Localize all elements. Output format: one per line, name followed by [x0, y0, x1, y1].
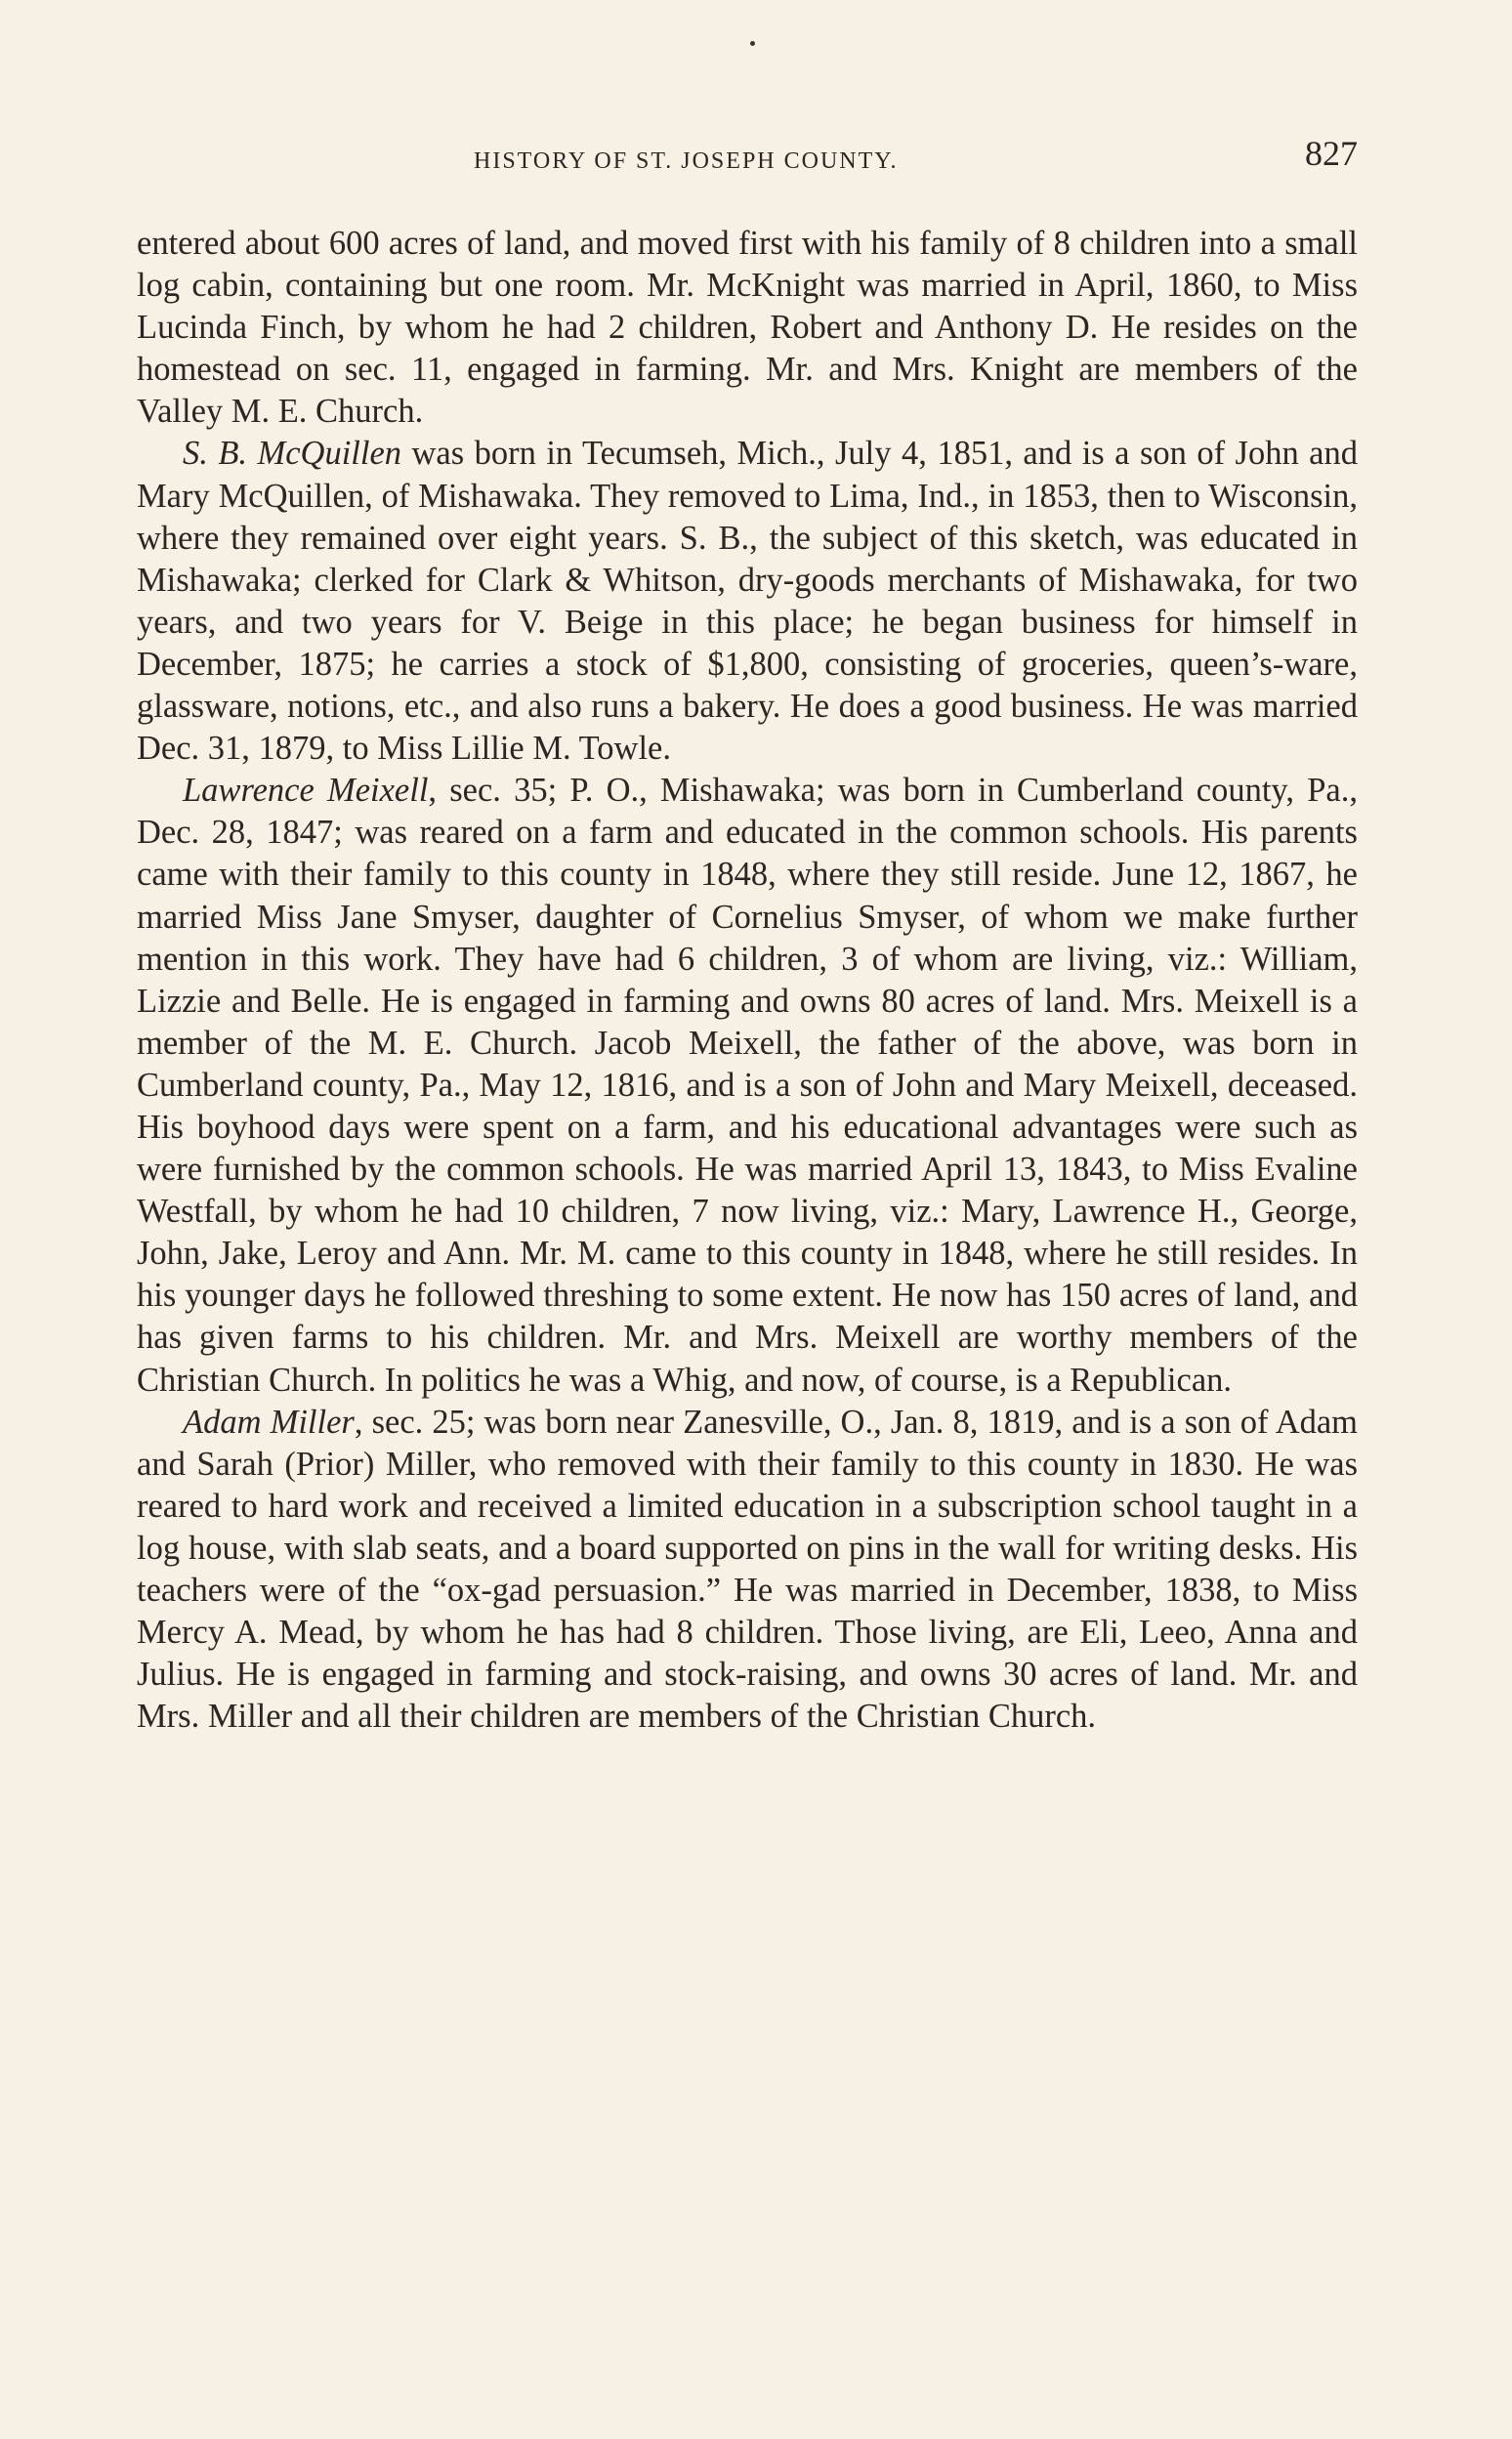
entry-name: S. B. McQuillen [183, 435, 402, 473]
biography-entry-miller [137, 1402, 1358, 1739]
entry-text: , sec. 35; P. O., Mishawaka; was born in Cumberland county, Pa., Dec. 28, 1847; was reared on a farm and educated in the common schools. His parents came with their family to this county in 1848, where they still reside. June 12, 1867, he married Miss Jane Smyser, daughter of Cornelius Smyser, of whom we make further mention in this work. They have had 6 children, 3 of whom are living, viz.: William, Lizzie and Belle. He is engaged in farming and owns 80 acres of land. Mrs. Meixell is a member of the M. E. Church. Jacob Meixell, the father of the above, was born in Cumberland county, Pa., May 12, 1816, and is a son of John and Mary Meixell, deceased. His boyhood days were spent on a farm, and his educational advantages were such as were furnished by the common schools. He was married April 13, 1843, to Miss Evaline Westfall, by whom he had 10 children, 7 now living, viz.: Mary, Lawrence H., George, John, Jake, Leroy and Ann. Mr. M. came to this county in 1848, where he still resides. In his younger days he followed threshing to some extent. He now has 150 acres of land, and has given farms to his children. Mr. and Mrs. Meixell are worthy members of the Christian Church. In politics he was a Whig, and now, of course, is a Republican. [137, 772, 1358, 1399]
body-text [137, 223, 1358, 1738]
entry-name: Lawrence Meixell [183, 772, 429, 810]
entry-text: , sec. 25; was born near Zanesville, O., Jan. 8, 1819, and is a son of Adam and Sarah (Prior) Miller, who removed with their family to this county in 1830. He was reared to hard work and received a limited education in a subscription school taught in a log house, with slab seats, and a board supported on pins in the wall for writing desks. His teachers were of the “ox-gad persuasion.” He was married in December, 1838, to Miss Mercy A. Mead, by whom he has had 8 children. Those living, are Eli, Leeo, Anna and Julius. He is engaged in farming and stock-raising, and owns 30 acres of land. Mr. and Mrs. Miller and all their children are members of the Christian Church. [137, 1403, 1359, 1736]
entry-name: Adam Miller [183, 1403, 355, 1441]
page-header [137, 133, 1358, 182]
paragraph-text: entered about 600 acres of land, and moved first with his family of 8 children into a small log cabin, containing but one room. Mr. McKnight was married in April, 1860, to Miss Lucinda Finch, by whom he had 2 children, Robert and Anthony D. He resides on the homestead on sec. 11, engaged in farming. Mr. and Mrs. Knight are members of the Valley M. E. Church. [137, 225, 1358, 431]
entry-text: was born in Tecumseh, Mich., July 4, 1851, and is a son of John and Mary McQuillen, of Mishawaka. They removed to Lima, Ind., in 1853, then to Wisconsin, where they remained over eight years. S. B., the subject of this sketch, was educated in Mishawaka; clerked for Clark & Whitson, dry-goods merchants of Mishawaka, for two years, and two years for V. Beige in this place; he began business for himself in December, 1875; he carries a stock of $1,800, consisting of groceries, queen’s-ware, glassware, notions, etc., and also runs a bakery. He does a good business. He was married Dec. 31, 1879, to Miss Lillie M. Towle. [137, 435, 1358, 768]
page-number: 827 [1305, 134, 1358, 173]
biography-entry-meixell [137, 770, 1358, 1401]
biography-entry-mcquillen [137, 433, 1358, 770]
running-title: HISTORY OF ST. JOSEPH COUNTY. [474, 148, 899, 174]
print-speck [750, 41, 755, 46]
continued-paragraph [137, 223, 1358, 433]
